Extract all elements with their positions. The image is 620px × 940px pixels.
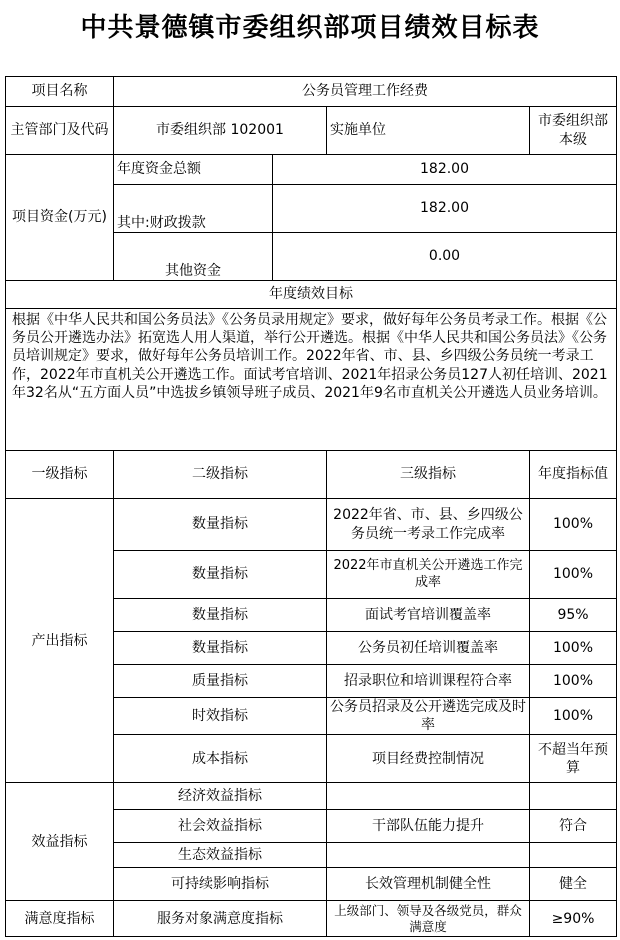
- value-cell: [530, 783, 617, 810]
- level2-cell: 成本指标: [114, 735, 327, 783]
- level2-cell: 经济效益指标: [114, 783, 327, 810]
- level2-cell: 质量指标: [114, 665, 327, 698]
- level3-cell: [327, 783, 530, 810]
- level3-cell: 2022年市直机关公开遴选工作完成率: [327, 551, 530, 599]
- page-title: 中共景德镇市委组织部项目绩效目标表: [80, 12, 540, 43]
- level3-cell: 面试考官培训覆盖率: [327, 599, 530, 632]
- department-row: [6, 107, 617, 155]
- level2-cell: 数量指标: [114, 551, 327, 599]
- value-cell: 健全: [530, 868, 617, 901]
- fund-other-value: 0.00: [273, 233, 617, 281]
- level2-cell: 社会效益指标: [114, 810, 327, 843]
- level1-header: 一级指标: [6, 451, 114, 499]
- fund-total-value: 182.00: [273, 155, 617, 185]
- value-cell: 100%: [530, 698, 617, 735]
- value-cell: 不超当年预算: [530, 735, 617, 783]
- level3-cell: 2022年省、市、县、乡四级公务员统一考录工作完成率: [327, 499, 530, 551]
- level2-cell: 数量指标: [114, 632, 327, 665]
- level2-cell: 数量指标: [114, 599, 327, 632]
- project-name-label: 项目名称: [6, 77, 114, 107]
- fund-other-label: 其他资金: [114, 233, 273, 281]
- indicator-header-row: [6, 451, 617, 499]
- level3-cell: 上级部门、领导及各级党员，群众满意度: [327, 901, 530, 937]
- level3-header: 三级指标: [327, 451, 530, 499]
- value-cell: [530, 843, 617, 868]
- value-cell: 100%: [530, 665, 617, 698]
- level3-cell: 项目经费控制情况: [327, 735, 530, 783]
- value-cell: 符合: [530, 810, 617, 843]
- level3-cell: [327, 843, 530, 868]
- fund-fiscal-label: 其中:财政拨款: [114, 185, 273, 233]
- goal-text: 根据《中华人民共和国公务员法》《公务员录用规定》要求，做好每年公务员考录工作。根据《公务员公开遴选办法》拓宽选人用人渠道，举行公开遴选。根据《中华人民共和国公务员法》《公务员培训规定》要求，做好每年公务员培训工作。2022年省、市、县、乡四级公务员统一考录工作，2022年市直机关公开遴选工作。面试考官培训、2021年招录公务员127人初任培训、2021年32名从“五方面人员”中选拔乡镇领导班子成员、2021年9名市直机关公开遴选人员业务培训。: [6, 309, 617, 451]
- level2-cell: 可持续影响指标: [114, 868, 327, 901]
- output-indicator-label: 产出指标: [6, 499, 114, 783]
- value-cell: 100%: [530, 632, 617, 665]
- project-name-row: [6, 77, 617, 107]
- project-name-value: 公务员管理工作经费: [114, 77, 617, 107]
- value-cell: 100%: [530, 551, 617, 599]
- value-cell: 100%: [530, 499, 617, 551]
- level3-cell: 干部队伍能力提升: [327, 810, 530, 843]
- value-cell: ≥90%: [530, 901, 617, 937]
- project-fund-label: 项目资金(万元): [6, 155, 114, 281]
- fund-total-label: 年度资金总额: [114, 155, 273, 185]
- level2-cell: 数量指标: [114, 499, 327, 551]
- value-header: 年度指标值: [530, 451, 617, 499]
- value-cell: 95%: [530, 599, 617, 632]
- department-value: 市委组织部 102001: [114, 107, 327, 155]
- satisfaction-row: [6, 901, 617, 937]
- level2-cell: 生态效益指标: [114, 843, 327, 868]
- satisfaction-indicator-label: 满意度指标: [6, 901, 114, 937]
- goal-text-row: [6, 309, 617, 451]
- level3-cell: 公务员招录及公开遴选完成及时率: [327, 698, 530, 735]
- fund-total-row: [6, 155, 617, 185]
- level3-cell: 长效管理机制健全性: [327, 868, 530, 901]
- implementing-unit-label: 实施单位: [327, 107, 530, 155]
- level3-cell: 招录职位和培训课程符合率: [327, 665, 530, 698]
- table-row: [6, 499, 617, 551]
- department-label: 主管部门及代码: [6, 107, 114, 155]
- title-spacer: [0, 50, 620, 75]
- level2-cell: 时效指标: [114, 698, 327, 735]
- goal-header-row: [6, 281, 617, 309]
- goal-header: 年度绩效目标: [6, 281, 617, 309]
- implementing-unit-value: 市委组织部本级: [530, 107, 617, 155]
- level2-header: 二级指标: [114, 451, 327, 499]
- fund-fiscal-value: 182.00: [273, 185, 617, 233]
- performance-table: [5, 76, 617, 937]
- level2-cell: 服务对象满意度指标: [114, 901, 327, 937]
- level3-cell: 公务员初任培训覆盖率: [327, 632, 530, 665]
- table-row: [6, 783, 617, 810]
- benefit-indicator-label: 效益指标: [6, 783, 114, 901]
